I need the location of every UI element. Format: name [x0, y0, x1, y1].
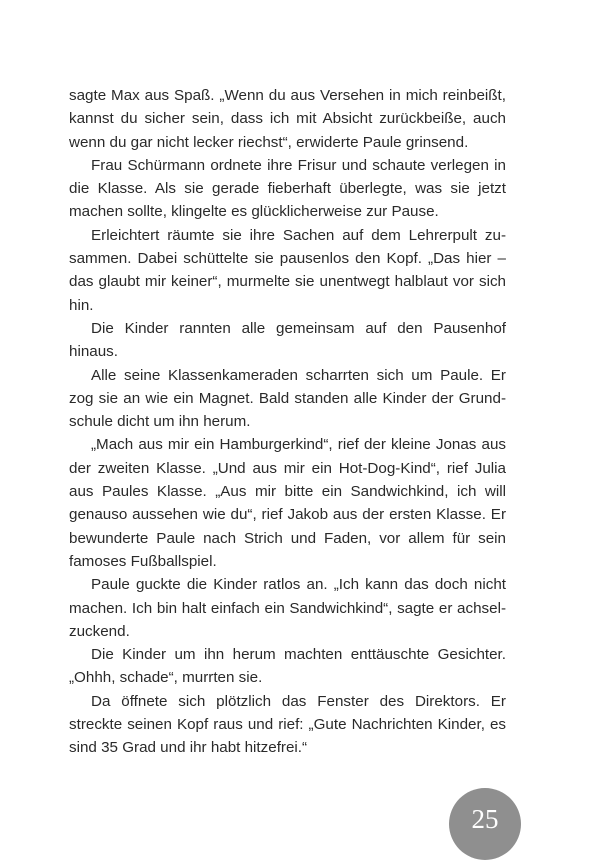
paragraph-4: Die Kinder rannten alle gemeinsam auf den Pausenhof hinaus. [69, 319, 506, 361]
paragraph-6: „Mach aus mir ein Hamburgerkind“, rief der kleine Jonas aus der zweiten Klasse. „Und aus mir ein Hot-Dog-Kind“, rief Julia aus Paules Klasse. „Aus mir bitte ein Sandwichkind, ich will genauso aussehen wie du“, rief Jakob aus der ersten Klasse. Er bewunderte Paule nach Strich und Faden, vor allem für sein famoses Fußballspiel. [69, 436, 506, 570]
paragraph-3: Erleichtert räumte sie ihre Sachen auf dem Lehrerpult zusammen. Dabei schüttelte sie pausenlos den Kopf. „Das hier – das glaubt mir keiner“, murmelte sie unentwegt halblaut vor sich hin. [69, 226, 506, 314]
page-number: 25 [471, 803, 499, 834]
page-number-badge [449, 788, 521, 860]
paragraph-9: Da öffnete sich plötzlich das Fenster des Direktors. Er streckte seinen Kopf raus und rief: „Gute Nachrichten Kinder, es sind 35 Grad und ihr habt hitzefrei.“ [69, 692, 506, 757]
paragraph-5: Alle seine Klassenkameraden scharrten sich um Paule. Er zog sie an wie ein Magnet. Bald standen alle Kinder der Grundschule dicht um ihn herum. [69, 366, 506, 431]
paragraph-8: Die Kinder um ihn herum machten enttäuschte Gesichter. „Ohhh, schade“, murrten sie. [69, 646, 506, 687]
paragraph-2: Frau Schürmann ordnete ihre Frisur und schaute verlegen in die Klasse. Als sie gerade fieberhaft überlegte, was sie jetzt machen sollte, klingelte es glücklicherweise zur Pause. [69, 156, 506, 221]
paragraph-1: sagte Max aus Spaß. „Wenn du aus Versehen in mich reinbeißt, kannst du sicher sein, dass ich mit Absicht zurückbeiße, auch wenn du gar nicht lecker riechst“, erwiderte Paule grinsend. [69, 87, 506, 151]
paragraph-7: Paule guckte die Kinder ratlos an. „Ich kann das doch nicht machen. Ich bin halt einfach ein Sandwichkind“, sagte er achselzuckend. [69, 576, 506, 640]
body-text [69, 84, 506, 760]
